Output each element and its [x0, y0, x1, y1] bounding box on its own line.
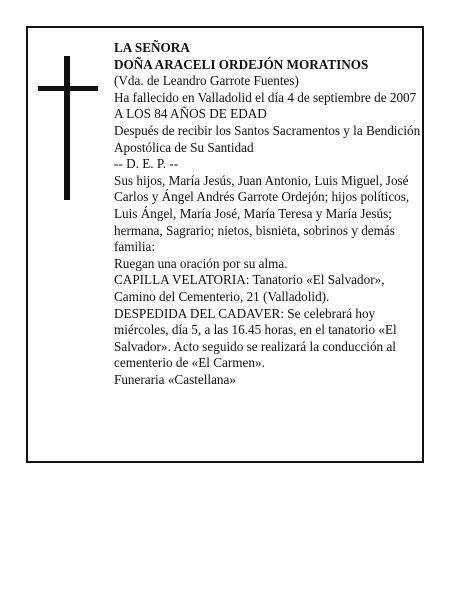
farewell-paragraph: DESPEDIDA DEL CADAVER: Se celebrará hoy miércoles, día 5, a las 16.45 horas, en el tanatorio «El Salvador». Acto seguido se realizará la conducción al cementerio de «El Carmen». [114, 305, 397, 371]
notice-text [114, 40, 426, 388]
widow-line: (Vda. de Leandro Garrote Fuentes) [114, 73, 299, 89]
obituary-notice [26, 26, 424, 463]
age-line: A LOS 84 AÑOS DE EDAD [114, 106, 267, 122]
funeral-home-line: Funeraria «Castellana» [114, 371, 236, 387]
notice-title: LA SEÑORA [114, 40, 190, 55]
cross-icon [38, 56, 98, 200]
deceased-name: DOÑA ARACELI ORDEJÓN MORATINOS [114, 56, 369, 72]
death-line: Ha fallecido en Valladolid el día 4 de septiembre de 2007 [114, 89, 417, 105]
rip-line: -- D. E. P. -- [114, 156, 179, 172]
sacraments-line: Después de recibir los Santos Sacramentos y la Bendición Apostólica de Su Santidad [114, 122, 421, 155]
family-paragraph: Sus hijos, María Jesús, Juan Antonio, Luis Miguel, José Carlos y Ángel Andrés Garrote Ordejón; hijos políticos, Luis Ángel, María José, María Teresa y María Jesús; hermana, Sagrario; nietos, bisnieta, sobrinos y demás familia: [114, 172, 410, 255]
chapel-paragraph: CAPILLA VELATORIA: Tanatorio «El Salvador», Camino del Cementerio, 21 (Valladolid). [114, 272, 385, 304]
cross-horizontal-bar [38, 86, 98, 91]
cross-vertical-bar [64, 56, 70, 200]
prayer-line: Ruegan una oración por su alma. [114, 255, 288, 271]
